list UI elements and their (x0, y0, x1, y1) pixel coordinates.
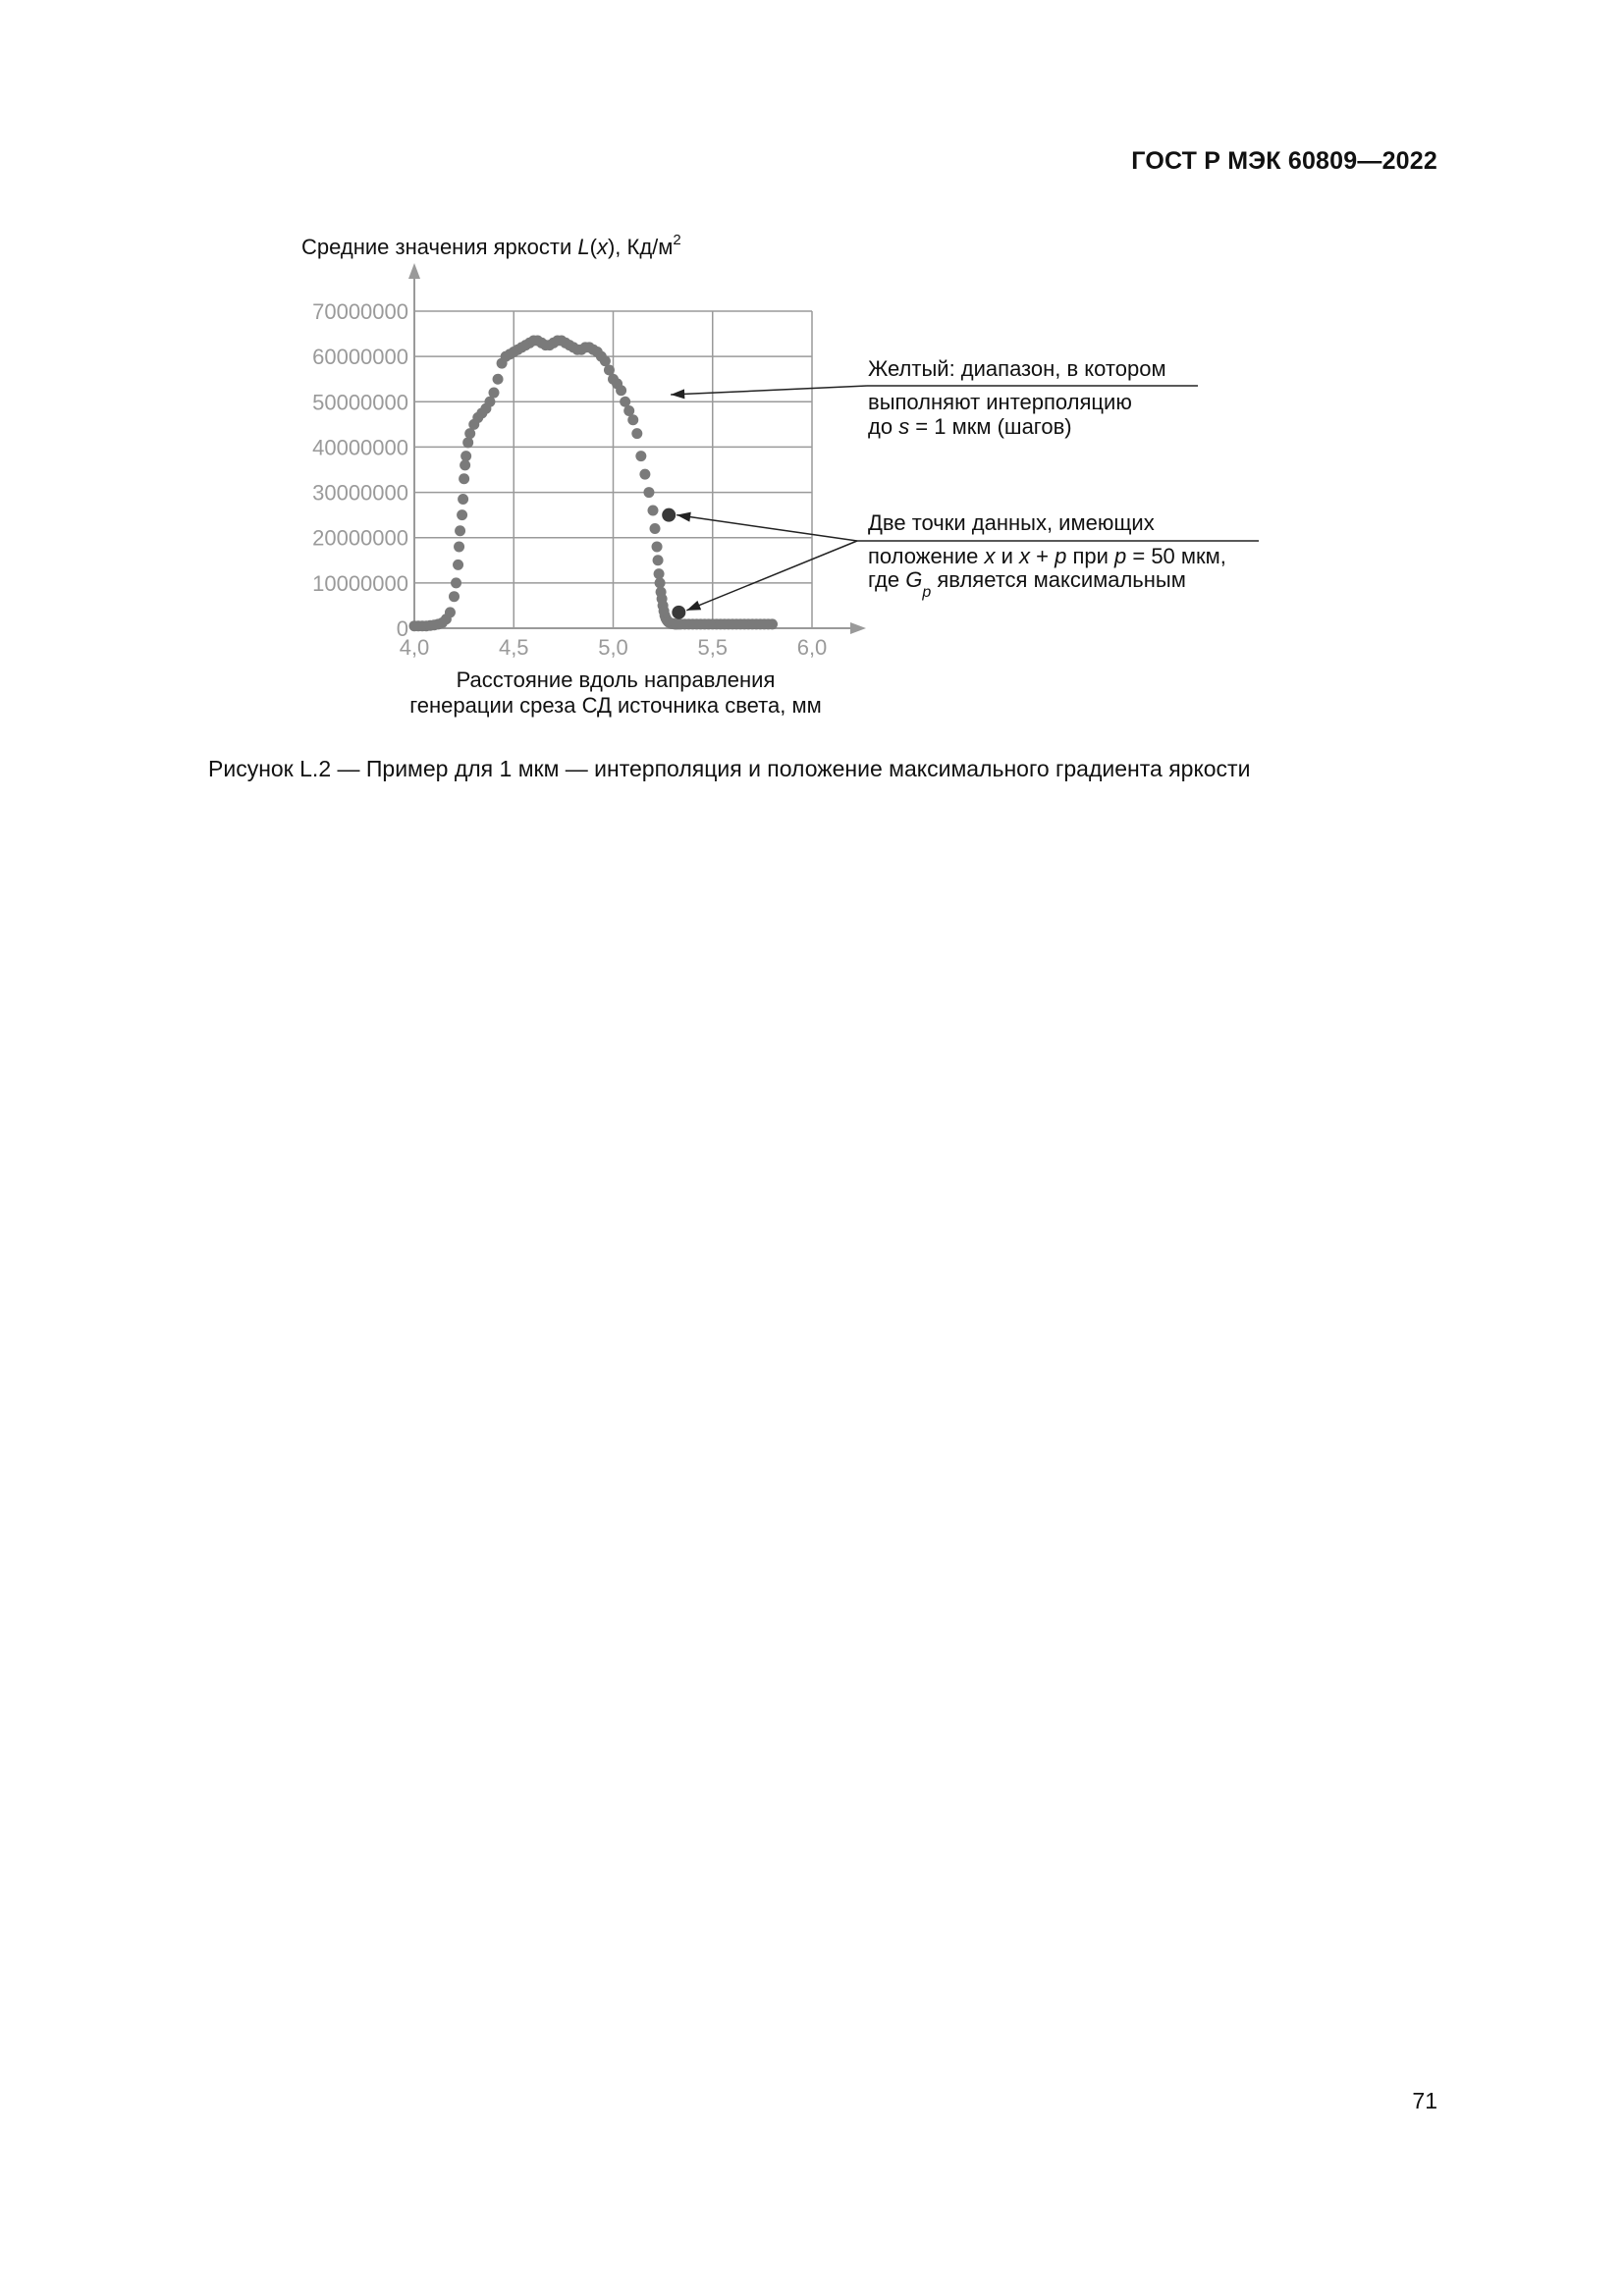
data-point (449, 591, 460, 602)
annotation-interpolation-range (671, 356, 1198, 439)
x-tick-label: 5,5 (697, 635, 729, 660)
data-point (457, 509, 467, 520)
data-point (453, 560, 463, 570)
data-point (627, 414, 638, 425)
annotation-max-gradient-points (677, 510, 1259, 611)
data-point (639, 469, 650, 480)
annotation-arrow (677, 512, 857, 611)
page-number: 71 (1412, 2088, 1437, 2113)
svg-text:Желтый: диапазон, в котором: Желтый: диапазон, в котором (868, 356, 1166, 381)
x-axis-title-line-2: генерации среза СД источника света, мм (409, 693, 822, 718)
y-axis-arrow-icon (408, 263, 420, 279)
svg-text:выполняют интерполяцию: выполняют интерполяцию (868, 390, 1132, 414)
highlighted-data-point (672, 606, 685, 619)
y-tick-label: 10000000 (312, 570, 408, 596)
highlighted-data-point (662, 508, 676, 522)
data-point (635, 451, 646, 461)
svg-text:положение x и x + p при p = 50: положение x и x + p при p = 50 мкм, (868, 544, 1226, 568)
data-point (462, 437, 473, 448)
svg-text:где Gp является максимальным: где $G_p$ является максимальным (868, 567, 1186, 601)
data-point (650, 523, 661, 534)
arrow-head-icon (686, 601, 701, 611)
data-point (455, 525, 465, 536)
annotation-arrow (671, 386, 867, 399)
y-tick-label: 60000000 (312, 345, 408, 370)
y-axis-title: Средние значения яркости L(x), $Кд/м^2$ (301, 232, 681, 259)
y-tick-label: 40000000 (312, 435, 408, 460)
data-point (458, 494, 468, 505)
data-point (643, 487, 654, 498)
data-point (493, 374, 504, 385)
arrow-head-icon (671, 389, 684, 399)
luminance-chart (0, 0, 1624, 746)
figure-caption: Рисунок L.2 — Пример для 1 мкм — интерполяция и положение максимального градиента яркости (208, 756, 1251, 781)
data-point (451, 577, 461, 588)
chart-grid (414, 311, 812, 628)
y-tick-label: 30000000 (312, 480, 408, 506)
data-point (445, 607, 456, 617)
chart-axes (408, 263, 866, 634)
data-point (616, 385, 626, 396)
data-point (653, 555, 664, 565)
data-point (489, 388, 500, 399)
data-series (409, 335, 779, 631)
x-axis-arrow-icon (850, 622, 866, 634)
data-point (459, 473, 469, 484)
x-tick-label: 4,0 (399, 635, 430, 660)
data-point (652, 541, 663, 552)
svg-text:до s = 1 мкм (шагов): до s = 1 мкм (шагов) (868, 414, 1072, 439)
arrow-head-icon (677, 512, 691, 522)
data-point (631, 428, 642, 439)
data-point (648, 506, 659, 516)
y-tick-label: 20000000 (312, 525, 408, 551)
y-tick-label: 0 (396, 616, 408, 641)
x-tick-label: 6,0 (796, 635, 828, 660)
data-point (454, 541, 464, 552)
x-axis-title-line-1: Расстояние вдоль направления (456, 667, 776, 692)
y-tick-labels (312, 299, 408, 641)
y-tick-label: 50000000 (312, 390, 408, 415)
document-header: ГОСТ Р МЭК 60809—2022 (1131, 147, 1437, 175)
data-point (767, 618, 778, 629)
y-tick-label: 70000000 (312, 299, 408, 324)
x-tick-labels (400, 635, 828, 660)
arrow-line (671, 386, 867, 395)
data-point (460, 451, 471, 461)
x-tick-label: 4,5 (498, 635, 529, 660)
x-tick-label: 5,0 (598, 635, 628, 660)
svg-text:Две точки данных, имеющих: Две точки данных, имеющих (868, 510, 1155, 535)
